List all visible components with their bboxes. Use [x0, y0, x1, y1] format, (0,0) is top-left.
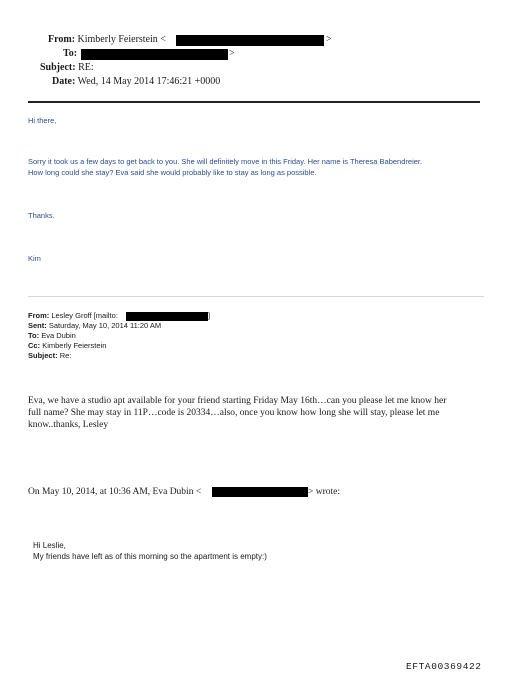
reply-body-line2: How long could she stay? Eva said she would probably like to stay as long as possible. [28, 168, 317, 177]
quoted-sent-row [28, 321, 161, 331]
quote-divider [28, 296, 484, 297]
eva-greeting: Hi Leslie, [33, 541, 66, 550]
eva-attribution-prefix: On May 10, 2014, at 10:36 AM, Eva Dubin < [28, 487, 202, 497]
header-subject-row [40, 62, 94, 74]
quoted-subject-row [28, 351, 71, 361]
quoted-subject-value: Re: [59, 351, 72, 360]
lesley-line1: Eva, we have a studio apt available for your friend starting Friday May 16th…can you please let me know her [28, 396, 447, 406]
lesley-line3: know..thanks, Lesley [28, 420, 109, 430]
reply-body-line1: Sorry it took us a few days to get back to you. She will definitely move in this Friday. Her name is Theresa Babendreier. [28, 157, 423, 166]
header-date-value: Wed, 14 May 2014 17:46:21 +0000 [77, 76, 221, 87]
quoted-cc-label: Cc: [28, 341, 41, 350]
redaction-box [212, 487, 308, 497]
redaction-box [126, 311, 211, 321]
header-from-value: Kimberly Feierstein < [77, 34, 166, 45]
quoted-subject-label: Subject: [28, 351, 58, 360]
header-date-label: Date: [52, 76, 76, 87]
reply-thanks: Thanks. [28, 211, 55, 220]
quoted-from-label: From: [28, 311, 50, 320]
header-divider [28, 101, 480, 103]
quoted-to-row [28, 331, 76, 341]
eva-attribution-suffix: > wrote: [308, 487, 341, 497]
quoted-to-label: To: [28, 331, 40, 340]
header-date-row [52, 76, 220, 88]
document-id: EFTA00369422 [406, 661, 482, 672]
quoted-cc-value: Kimberly Feierstein [42, 341, 107, 350]
header-from-close: > [326, 34, 332, 45]
quoted-sent-value: Saturday, May 10, 2014 11:20 AM [48, 321, 162, 330]
header-subject-label: Subject: [40, 62, 76, 73]
quoted-cc-row [28, 341, 106, 351]
quoted-to-value: Eva Dubin [41, 331, 76, 340]
redaction-box [176, 35, 324, 46]
header-to-row [63, 48, 77, 60]
quoted-from-value: Lesley Groff [mailto: [51, 311, 118, 320]
quoted-from-row [28, 311, 118, 321]
reply-signature: Kim [28, 254, 41, 263]
eva-body: My friends have left as of this morning so the apartment is empty:) [33, 552, 267, 561]
header-from-row [48, 34, 166, 46]
lesley-line2: full name? She may stay in 11P…code is 20334…also, once you know how long she will stay, please let me [28, 408, 440, 418]
quoted-from-close: ] [208, 311, 211, 320]
header-to-close: > [229, 48, 235, 59]
redaction-box [81, 49, 228, 60]
quoted-sent-label: Sent: [28, 321, 47, 330]
header-to-label: To: [63, 48, 78, 59]
header-subject-value: RE: [78, 62, 94, 73]
reply-greeting: Hi there, [28, 116, 57, 125]
header-from-label: From: [48, 34, 76, 45]
